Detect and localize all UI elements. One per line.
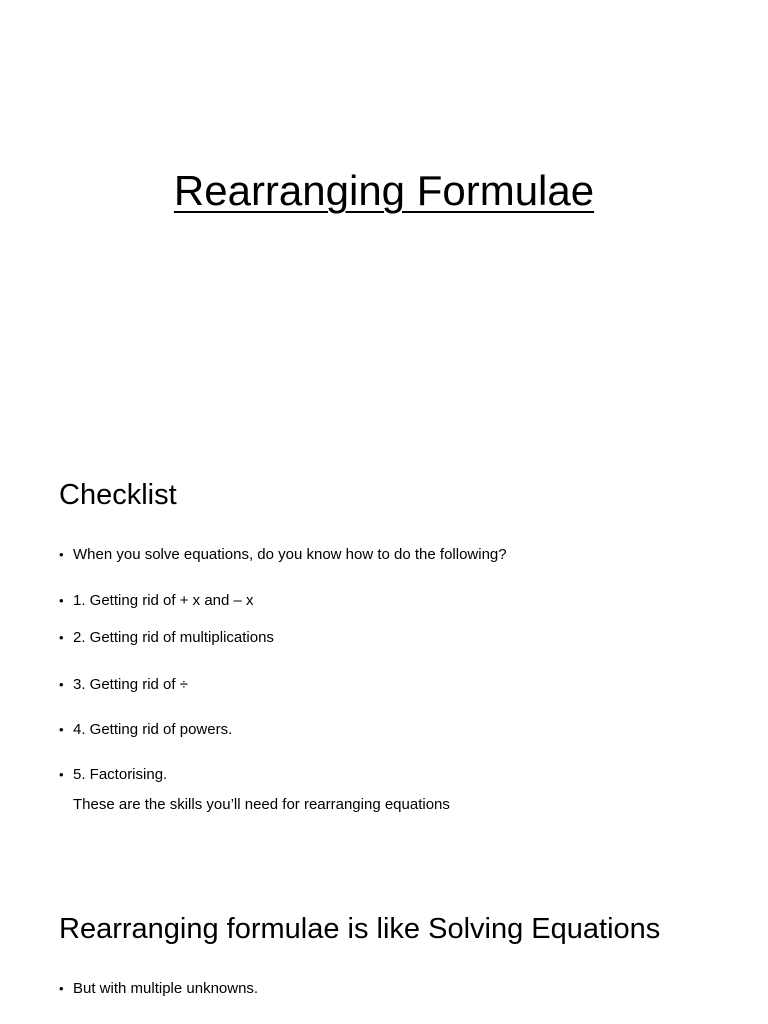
slide-title-text: Rearranging Formulae — [173, 167, 595, 214]
solving-heading: Rearranging formulae is like Solving Equations — [59, 913, 661, 945]
list-item-text: When you solve equations, do you know how to do the following? — [73, 546, 507, 563]
bullet-icon: • — [59, 547, 64, 562]
slide-title — [0, 166, 768, 216]
list-item-text: 1. Getting rid of + x and – x — [73, 592, 254, 609]
list-item — [59, 721, 232, 739]
list-item — [59, 629, 274, 647]
list-item — [59, 592, 254, 610]
list-item — [59, 980, 258, 998]
checklist-note: These are the skills you’ll need for rearranging equations — [73, 796, 450, 813]
list-item-text: 2. Getting rid of multiplications — [73, 629, 274, 646]
list-item-text: 3. Getting rid of ÷ — [73, 676, 188, 693]
list-item — [59, 676, 188, 694]
list-item-text: 5. Factorising. — [73, 766, 168, 783]
list-item-text: 4. Getting rid of powers. — [73, 721, 233, 738]
checklist-heading: Checklist — [59, 479, 177, 511]
list-item — [59, 766, 167, 784]
title-slide — [0, 0, 768, 420]
bullet-icon: • — [59, 677, 64, 692]
bullet-icon: • — [59, 767, 64, 782]
bullet-icon: • — [59, 630, 64, 645]
bullet-icon: • — [59, 981, 64, 996]
bullet-icon: • — [59, 722, 64, 737]
list-item — [59, 546, 507, 564]
list-item-text: But with multiple unknowns. — [73, 980, 259, 997]
bullet-icon: • — [59, 593, 64, 608]
